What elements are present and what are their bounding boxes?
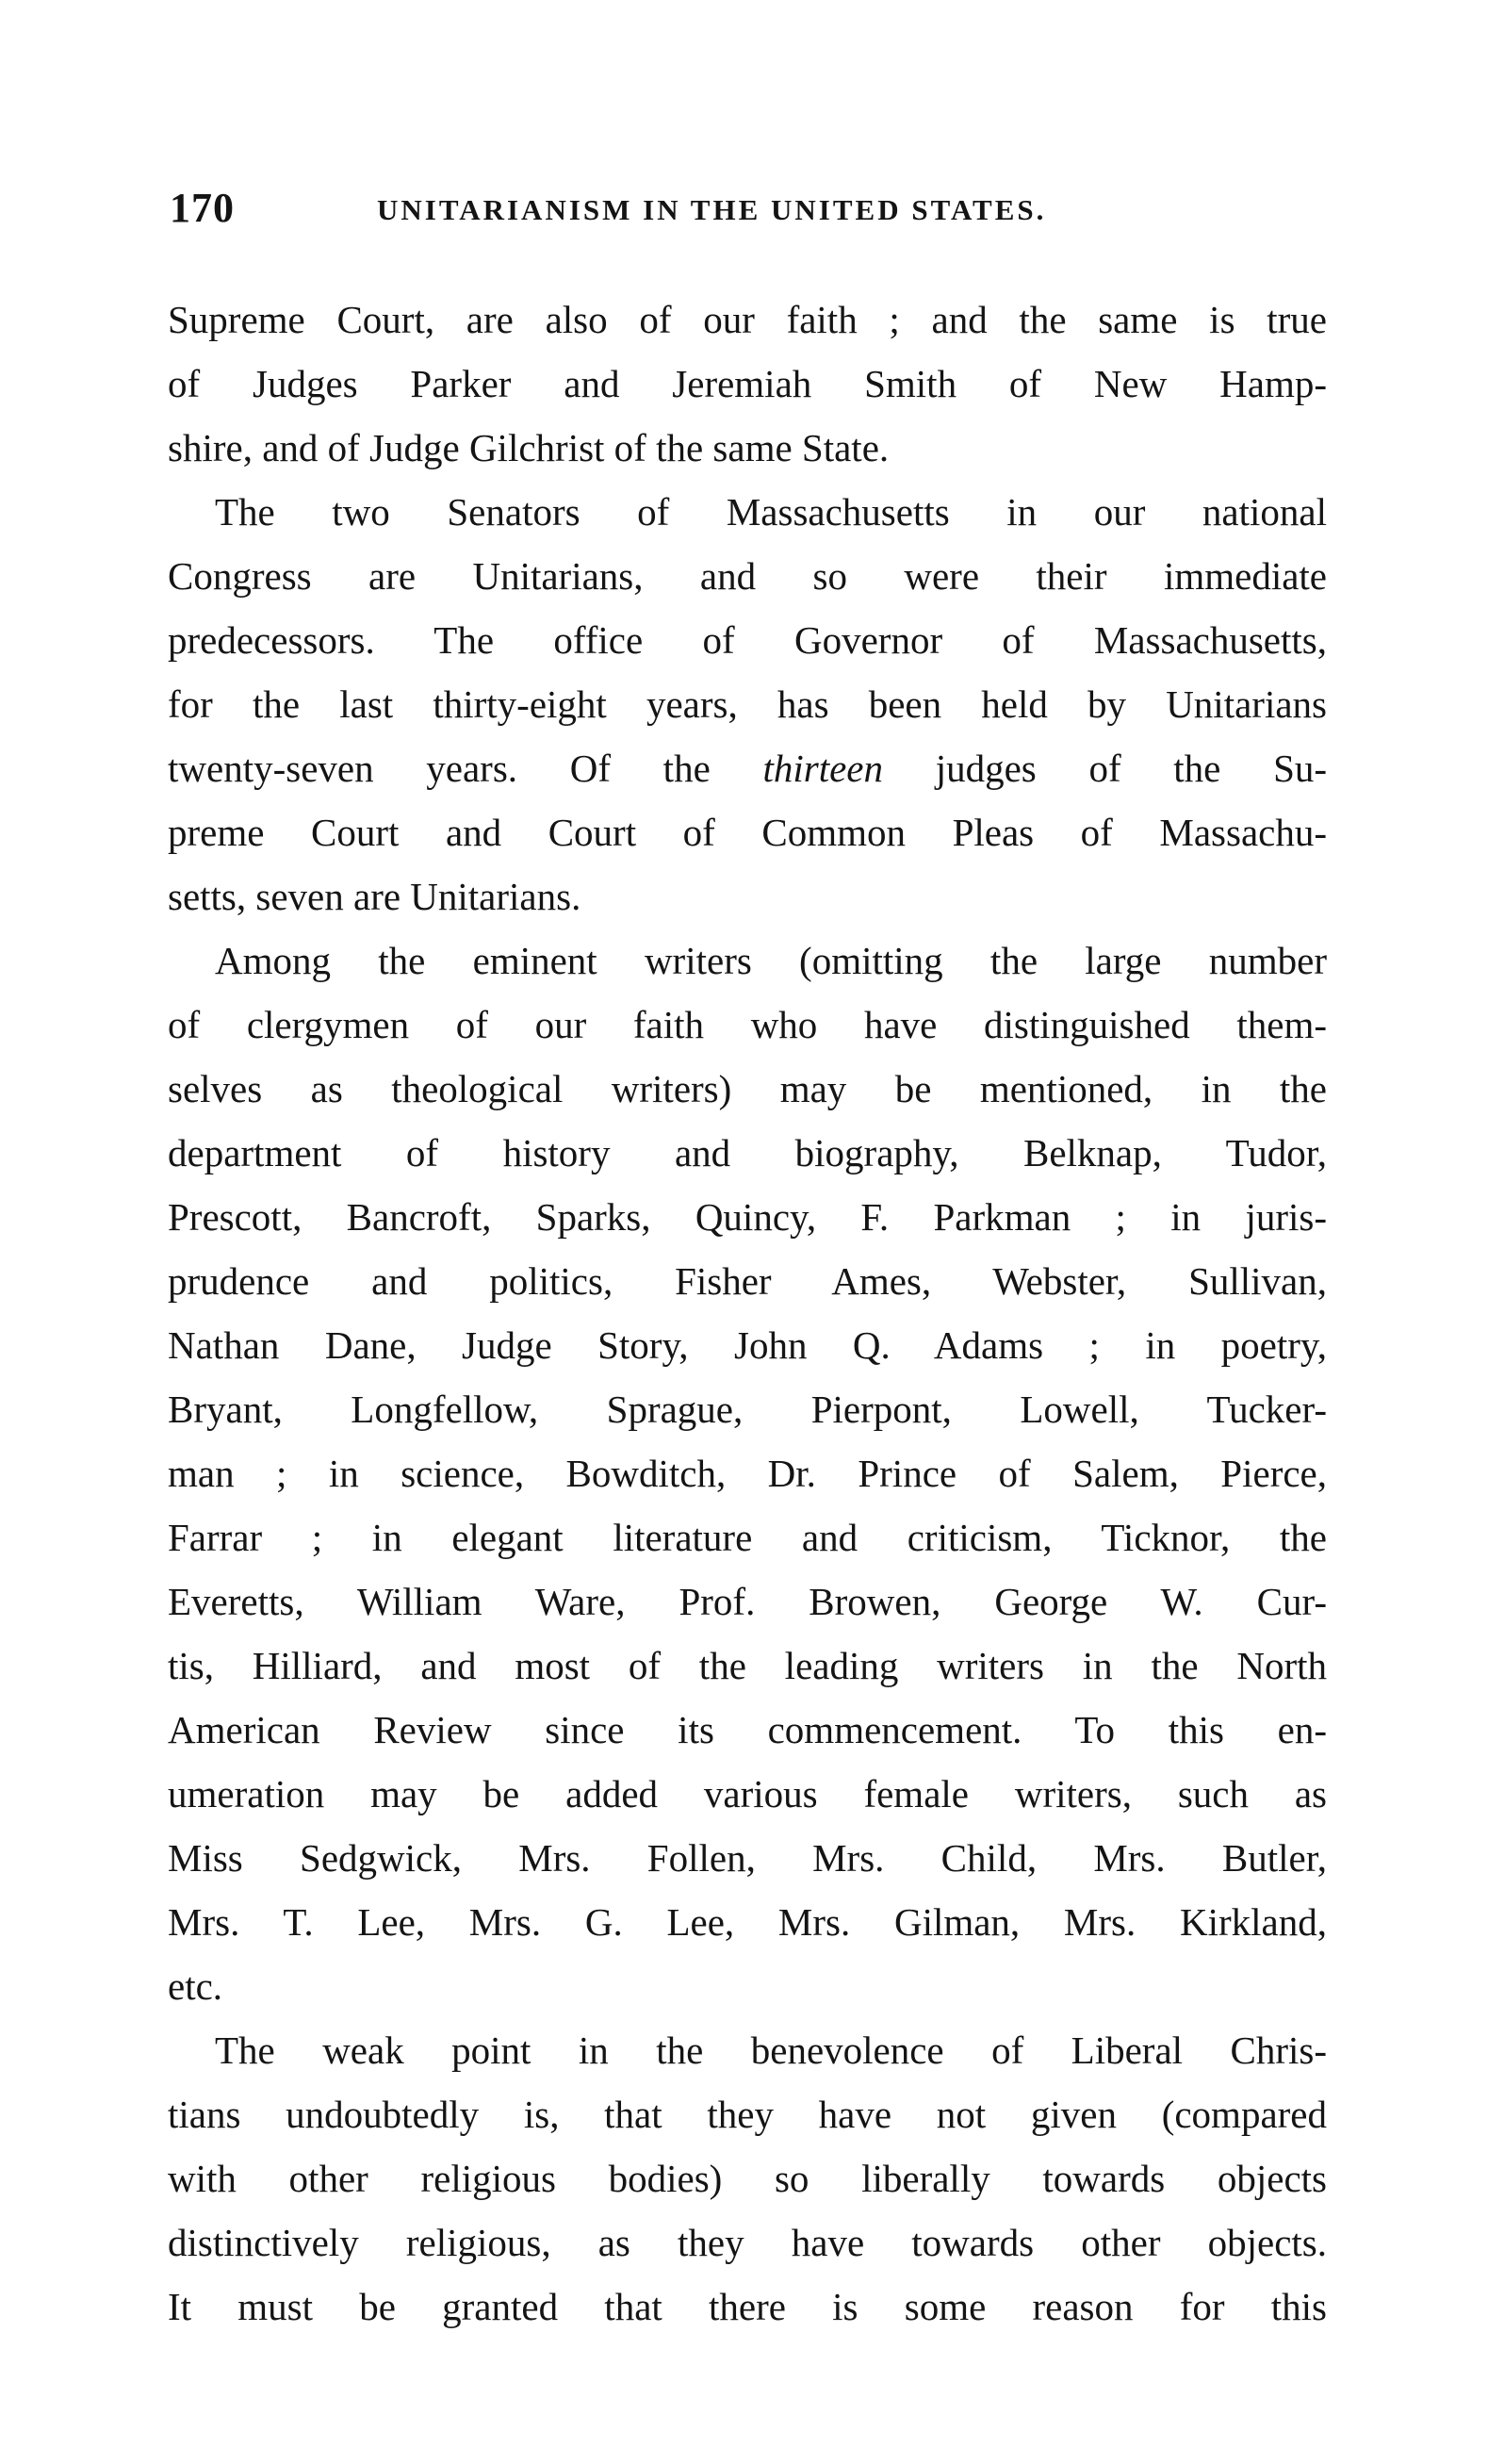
text-line: predecessors. The office of Governor of Massachusetts, [168, 618, 1327, 662]
text-line: Supreme Court, are also of our faith ; and the same is true [168, 298, 1327, 341]
text-line: department of history and biography, Belknap, Tudor, [168, 1131, 1327, 1175]
text-line: Everetts, William Ware, Prof. Browen, George W. Cur- [168, 1580, 1327, 1623]
text-line: shire, and of Judge Gilchrist of the same State. [168, 426, 890, 469]
text-line: with other religious bodies) so liberally towards objects [168, 2157, 1327, 2200]
text-line: Farrar ; in elegant literature and criticism, Ticknor, the [168, 1516, 1327, 1559]
text-segment: judges of the Su- [935, 747, 1328, 790]
text-line: Bryant, Longfellow, Sprague, Pierpont, Lowell, Tucker- [168, 1388, 1327, 1431]
text-line: American Review since its commencement. To this en- [168, 1708, 1327, 1751]
running-head [170, 184, 1338, 240]
text-line: tis, Hilliard, and most of the leading writers in the North [168, 1644, 1327, 1687]
text-line: selves as theological writers) may be mentioned, in the [168, 1067, 1327, 1110]
body-text [168, 287, 1327, 2339]
text-line: of Judges Parker and Jeremiah Smith of New Hamp- [168, 362, 1327, 405]
text-line: Miss Sedgwick, Mrs. Follen, Mrs. Child, Mrs. Butler, [168, 1836, 1327, 1880]
text-line: Prescott, Bancroft, Sparks, Quincy, F. Parkman ; in juris- [168, 1195, 1327, 1239]
text-line: Mrs. T. Lee, Mrs. G. Lee, Mrs. Gilman, Mrs. Kirkland, [168, 1900, 1327, 1944]
text-line: tians undoubtedly is, that they have not given (compared [168, 2093, 1327, 2136]
text-line-with-emphasis [168, 736, 1327, 800]
running-title: UNITARIANISM IN THE UNITED STATES. [377, 193, 1047, 226]
text-line: prudence and politics, Fisher Ames, Webster, Sullivan, [168, 1259, 1327, 1303]
text-line: The weak point in the benevolence of Liberal Chris- [215, 2029, 1327, 2072]
text-line: Congress are Unitarians, and so were their immediate [168, 554, 1327, 598]
text-line: etc. [168, 1964, 223, 2008]
text-line: setts, seven are Unitarians. [168, 875, 581, 918]
text-line: It must be granted that there is some reason for this [168, 2285, 1327, 2328]
text-line: umeration may be added various female writers, such as [168, 1772, 1327, 1815]
text-line: Nathan Dane, Judge Story, John Q. Adams ; in poetry, [168, 1323, 1327, 1367]
text-line: distinctively religious, as they have towards other objects. [168, 2221, 1327, 2264]
text-line: for the last thirty-eight years, has been held by Unitarians [168, 682, 1327, 726]
page-number: 170 [170, 185, 235, 231]
text-line: The two Senators of Massachusetts in our national [215, 490, 1327, 534]
text-segment: twenty-seven years. Of the [168, 747, 711, 790]
text-line: preme Court and Court of Common Pleas of Massachu- [168, 811, 1327, 854]
text-line: Among the eminent writers (omitting the large number [215, 939, 1327, 982]
emphasized-word: thirteen [762, 747, 884, 790]
text-line: of clergymen of our faith who have distinguished them- [168, 1003, 1327, 1046]
text-line: man ; in science, Bowditch, Dr. Prince of Salem, Pierce, [168, 1452, 1327, 1495]
